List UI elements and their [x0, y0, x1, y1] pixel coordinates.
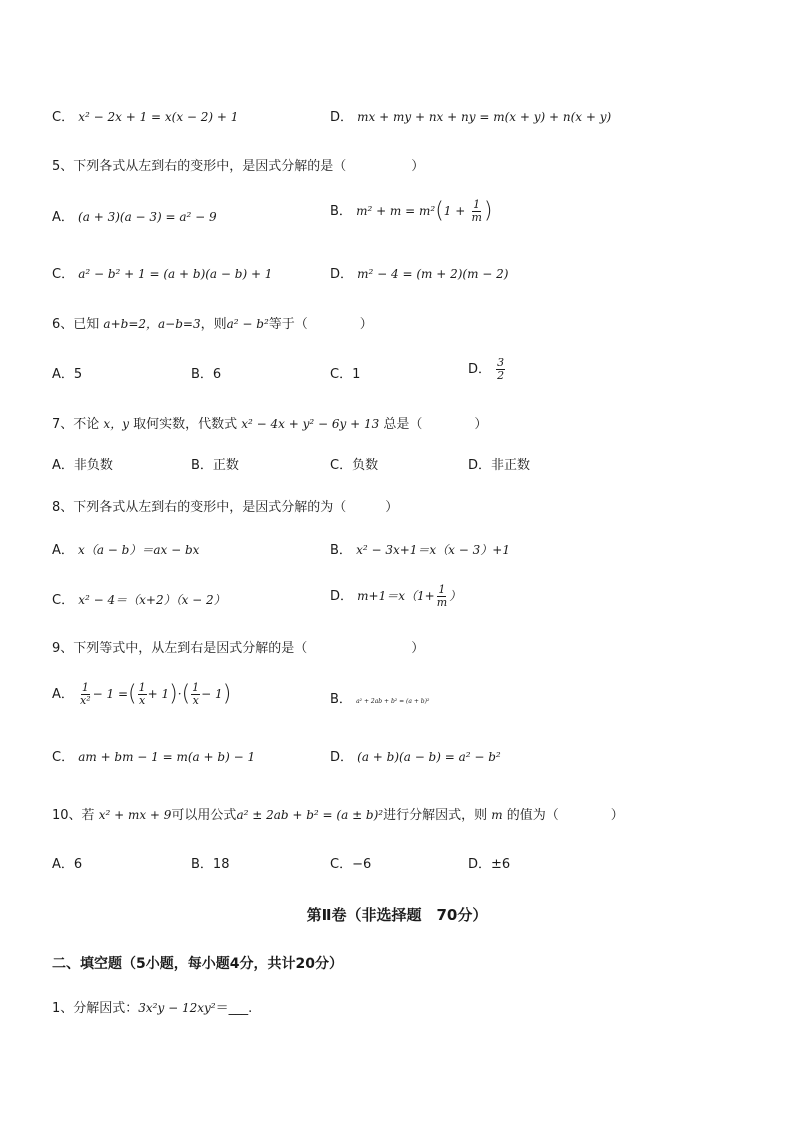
- q10-option-b[interactable]: B．18: [191, 857, 230, 872]
- left-paren: (: [435, 198, 444, 224]
- right-paren: ): [222, 681, 232, 707]
- q6-option-c[interactable]: C．1: [330, 367, 361, 382]
- q10-option-a[interactable]: A．6: [52, 857, 83, 872]
- fraction-denominator: x: [192, 694, 199, 707]
- fraction-numerator: 3: [497, 356, 505, 369]
- math-expression: a+b=2，a−b=3: [103, 317, 201, 331]
- section-heading: 二、填空题（5小题，每小题4分，共计20分）: [52, 956, 343, 972]
- option-letter: D．: [468, 362, 492, 377]
- stem-text: ，则: [200, 317, 227, 332]
- fraction: [496, 357, 505, 382]
- q8-option-b[interactable]: [330, 541, 510, 560]
- math-expression: m+1＝x（1+: [357, 589, 435, 603]
- math-expression: x（a − b）＝ax − bx: [78, 543, 200, 557]
- math-variable: m: [491, 808, 503, 822]
- fraction-numerator: 1: [138, 681, 146, 694]
- q9-option-b[interactable]: [330, 691, 429, 711]
- math-expression: (a + 3)(a − 3) = a² − 9: [78, 210, 217, 224]
- option-letter: B．: [330, 204, 352, 219]
- math-expression: mx + my + nx + ny = m(x + y) + n(x + y): [357, 110, 612, 124]
- math-expression: a² − b² + 1 = (a + b)(a − b) + 1: [78, 267, 273, 281]
- option-letter: C．: [52, 593, 75, 608]
- q7-option-c[interactable]: C．负数: [330, 458, 379, 473]
- option-letter: D．: [330, 589, 354, 604]
- option-letter: C．: [52, 110, 75, 125]
- q6-option-d[interactable]: [468, 357, 506, 382]
- math-expression: a² ± 2ab + b² = (a ± b)²: [236, 808, 384, 822]
- question-5-stem: 5、下列各式从左到右的变形中，是因式分解的是（ ）: [52, 159, 425, 174]
- q10-option-d[interactable]: D．±6: [468, 857, 511, 872]
- fraction-numerator: 1: [473, 198, 481, 211]
- fraction-numerator: 1: [81, 681, 89, 694]
- q4-option-c[interactable]: [52, 108, 238, 127]
- stem-text: 的值为（ ）: [506, 808, 624, 823]
- fraction-numerator: 1: [438, 583, 446, 596]
- option-letter: A．: [52, 687, 74, 702]
- math-expression: x² − 2x + 1 = x(x − 2) + 1: [78, 110, 239, 124]
- math-expression: x² − 4＝（x+2）（x − 2）: [78, 593, 226, 607]
- answer-blank[interactable]: ＝___.: [215, 1001, 253, 1016]
- fraction-denominator: x: [139, 694, 146, 707]
- math-expression: + 1: [147, 687, 170, 701]
- fraction: [191, 682, 200, 707]
- math-expression: x，y: [103, 417, 129, 431]
- fraction-denominator: x²: [80, 694, 91, 707]
- fraction-denominator: 2: [497, 369, 505, 382]
- q8-option-d[interactable]: [330, 584, 461, 609]
- math-expression: x² − 3x+1＝x（x − 3）+1: [356, 543, 510, 557]
- question-7-stem: [52, 415, 487, 434]
- stem-text: 可以用公式: [171, 808, 237, 823]
- q7-option-d[interactable]: D．非正数: [468, 458, 531, 473]
- stem-text: 总是（ ）: [383, 417, 488, 432]
- stem-text: 进行分解因式，则: [383, 808, 488, 823]
- q6-option-b[interactable]: B．6: [191, 367, 222, 382]
- question-9-stem: 9、下列等式中，从左到右是因式分解的是（ ）: [52, 641, 425, 656]
- fraction-numerator: 1: [192, 681, 200, 694]
- stem-text: 1、分解因式：: [52, 1001, 139, 1016]
- option-letter: D．: [330, 110, 354, 125]
- question-6-stem: [52, 315, 373, 334]
- math-expression: a² − b²: [226, 317, 269, 331]
- q5-option-c[interactable]: [52, 265, 272, 284]
- math-expression: x² − 4x + y² − 6y + 13: [241, 417, 380, 431]
- fraction: [138, 682, 147, 707]
- right-paren: ): [169, 681, 178, 707]
- fraction: [79, 682, 92, 707]
- option-letter: D．: [330, 267, 354, 282]
- math-expression: am + bm − 1 = m(a + b) − 1: [78, 750, 256, 764]
- math-expression: − 1 =: [92, 687, 129, 701]
- option-letter: A．: [52, 543, 74, 558]
- math-expression: m² − 4 = (m + 2)(m − 2): [357, 267, 509, 281]
- option-letter: D．: [330, 750, 354, 765]
- q9-option-c[interactable]: [52, 748, 255, 767]
- option-letter: A．: [52, 210, 74, 225]
- math-expression: 3x²y − 12xy²: [138, 1001, 216, 1015]
- q4-option-d[interactable]: [330, 108, 611, 127]
- q8-option-c[interactable]: [52, 591, 226, 610]
- q8-option-a[interactable]: [52, 541, 199, 560]
- option-letter: B．: [330, 692, 352, 707]
- left-paren: (: [128, 681, 137, 707]
- q7-option-b[interactable]: B．正数: [191, 458, 239, 473]
- q5-option-d[interactable]: [330, 265, 508, 284]
- math-expression: − 1: [201, 687, 223, 701]
- stem-text: 7、不论: [52, 417, 100, 432]
- math-expression: (a + b)(a − b) = a² − b²: [357, 750, 501, 764]
- stem-text: 等于（ ）: [268, 317, 373, 332]
- math-expression: a² + 2ab + b² = (a + b)²: [356, 698, 430, 705]
- left-paren: (: [181, 681, 191, 707]
- stem-text: 6、已知: [52, 317, 100, 332]
- q6-option-a[interactable]: A．5: [52, 367, 83, 382]
- fill-question-1: [52, 999, 252, 1018]
- question-8-stem: 8、下列各式从左到右的变形中，是因式分解的为（ ）: [52, 500, 399, 515]
- option-letter: C．: [52, 750, 75, 765]
- fraction: [470, 199, 482, 224]
- fraction-denominator: m: [471, 211, 482, 224]
- option-letter: C．: [52, 267, 75, 282]
- q5-option-b[interactable]: [330, 199, 492, 224]
- option-letter: B．: [330, 543, 352, 558]
- q10-option-c[interactable]: C．−6: [330, 857, 372, 872]
- question-10-stem: [52, 806, 624, 825]
- q5-option-a[interactable]: [52, 208, 217, 227]
- section-title: 第Ⅱ卷（非选择题 70分）: [306, 906, 488, 924]
- q9-option-d[interactable]: [330, 748, 501, 767]
- fraction-denominator: m: [436, 596, 448, 609]
- stem-text: 10、若: [52, 808, 95, 823]
- math-expression: m² + m = m²: [356, 204, 436, 218]
- right-paren: ): [483, 198, 493, 224]
- stem-text: 取何实数，代数式: [133, 417, 238, 432]
- math-expression: x² + mx + 9: [98, 808, 172, 822]
- math-expression: ·: [177, 687, 182, 701]
- math-expression: ）: [449, 589, 462, 603]
- q7-option-a[interactable]: A．非负数: [52, 458, 113, 473]
- q9-option-a[interactable]: [52, 682, 231, 707]
- fraction: [436, 584, 448, 609]
- math-expression: 1 +: [443, 204, 466, 218]
